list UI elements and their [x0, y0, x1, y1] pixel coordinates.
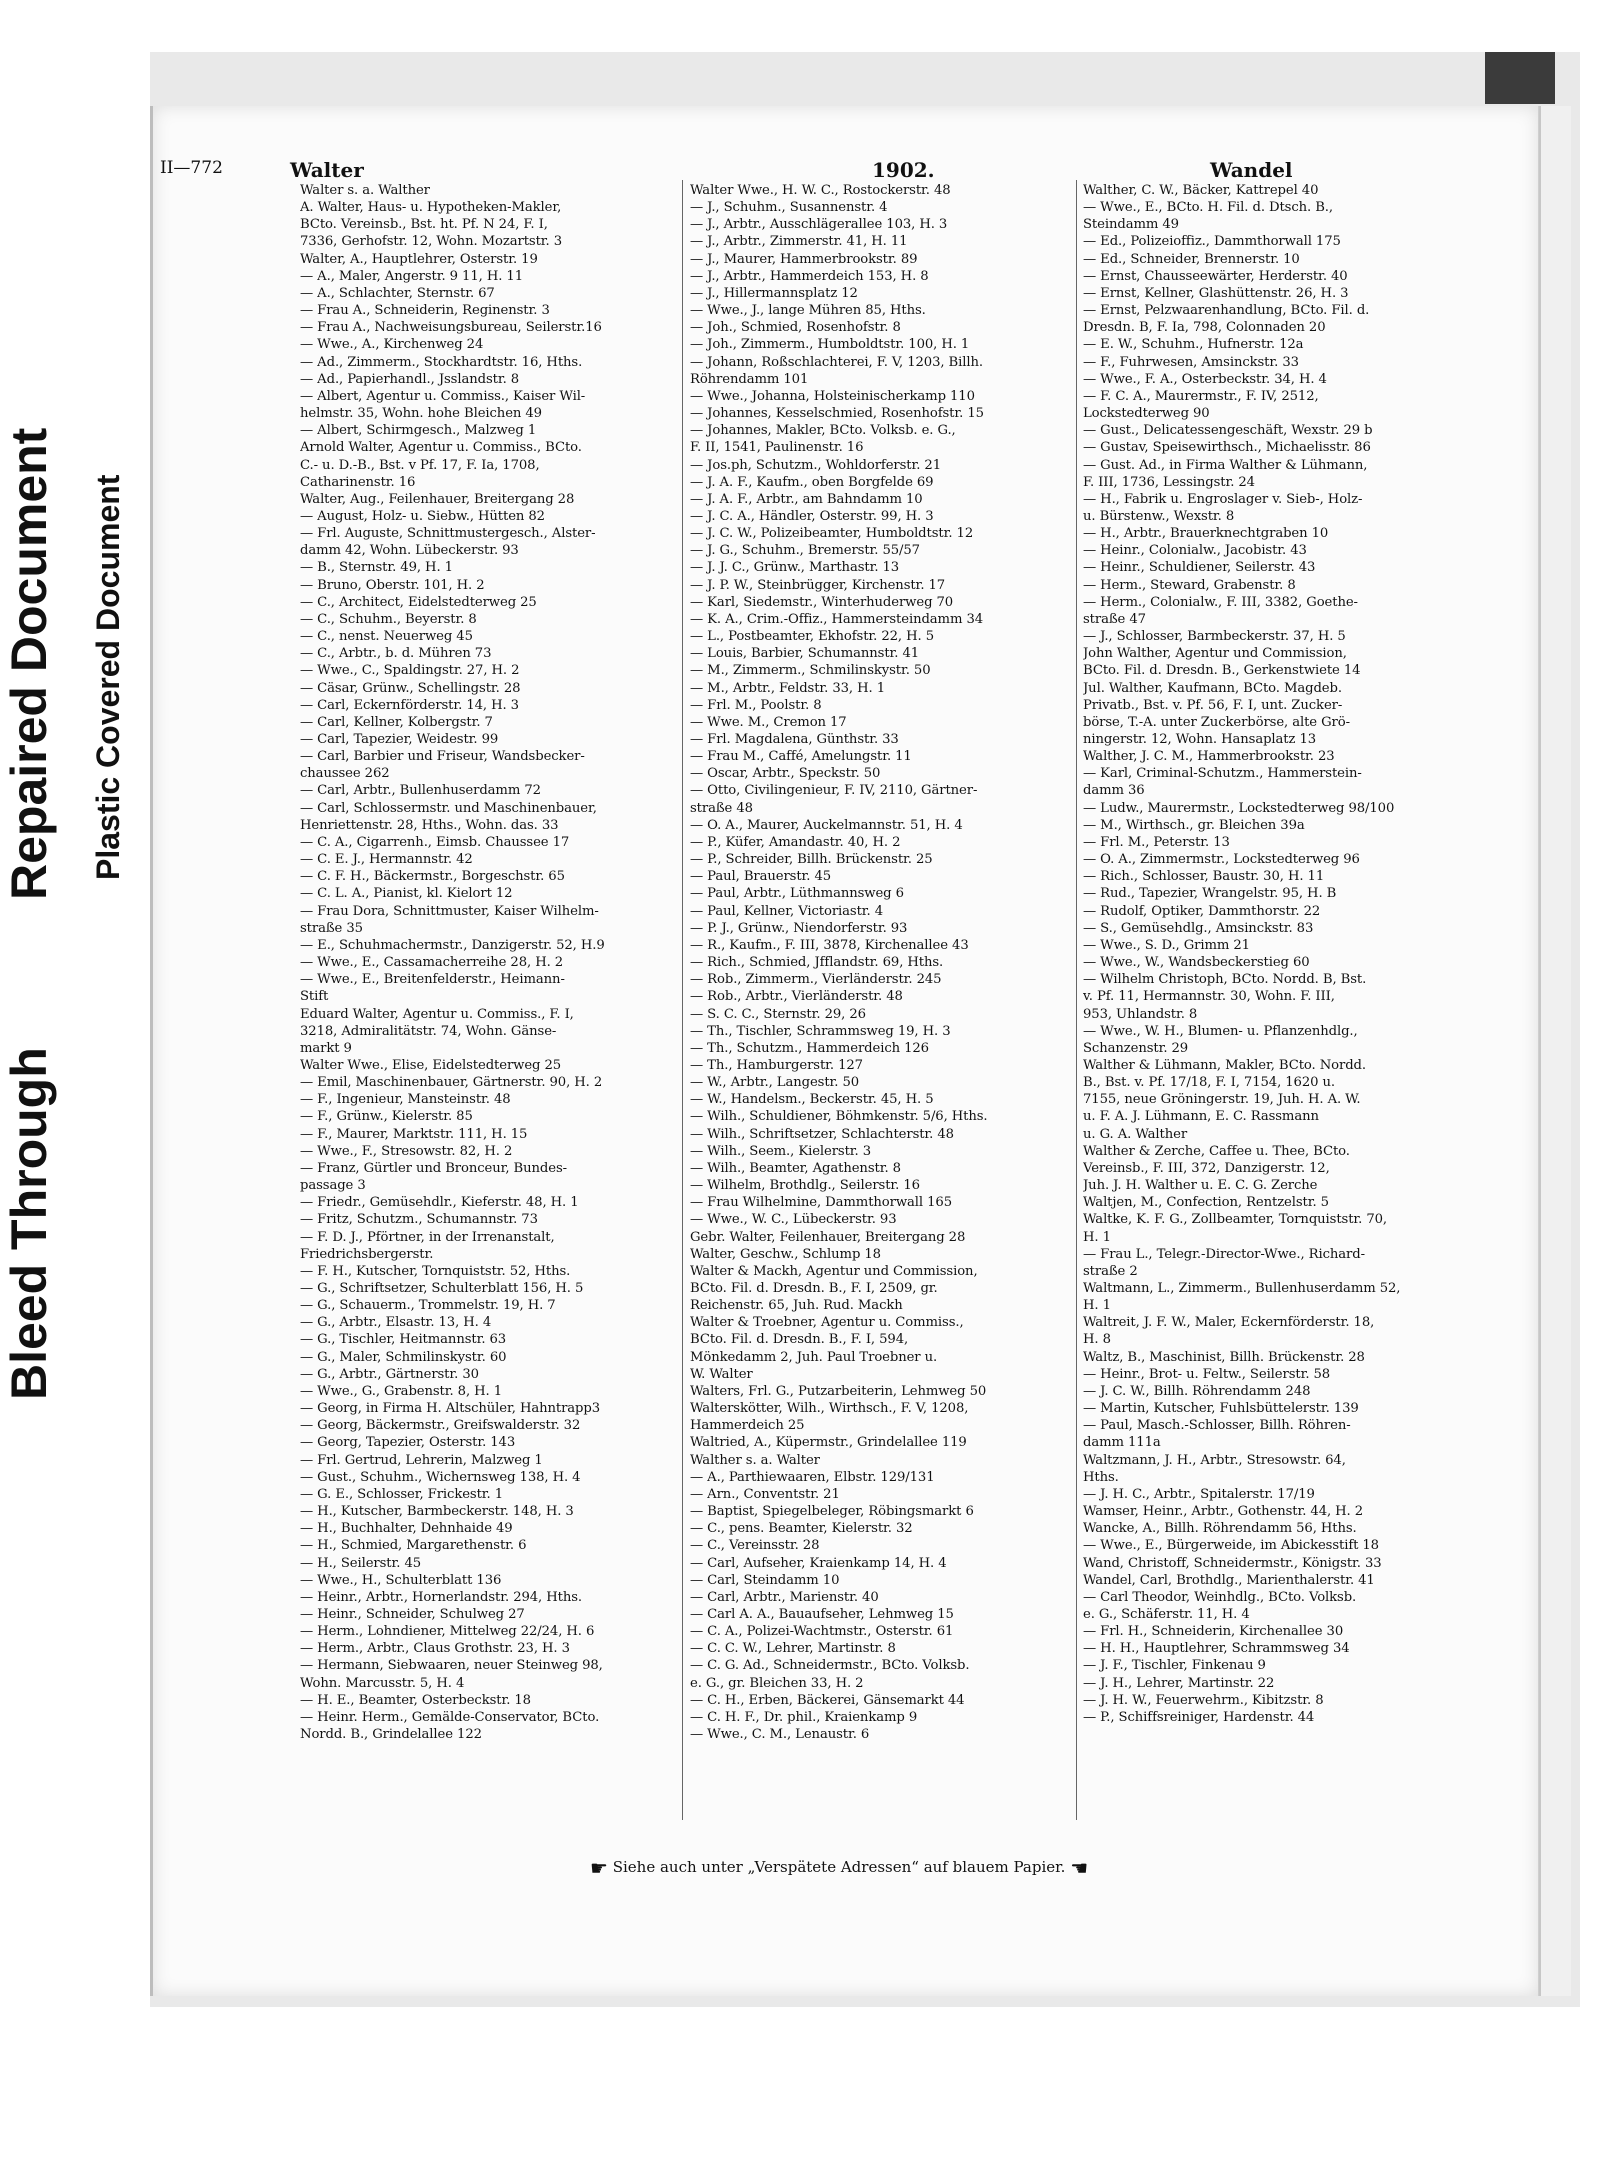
directory-entry-line: u. G. A. Walther: [1083, 1126, 1188, 1142]
directory-entry-line: — Wwe., W., Wandsbeckerstieg 60: [1083, 955, 1310, 971]
directory-entry-line: — Frl. Gertrud, Lehrerin, Malzweg 1: [300, 1452, 543, 1468]
directory-entry-line: — H., Arbtr., Brauerknechtgraben 10: [1083, 526, 1329, 542]
directory-entry-line: — Georg, in Firma H. Altschüler, Hahntrapp3: [300, 1401, 601, 1417]
directory-entry-line: — Th., Tischler, Schrammsweg 19, H. 3: [690, 1023, 951, 1039]
directory-entry-line: — Louis, Barbier, Schumannstr. 41: [690, 646, 920, 662]
directory-entry-line: — Wwe., E., Breitenfelderstr., Heimann-: [300, 972, 565, 988]
directory-entry-line: — H., Schmied, Margarethenstr. 6: [300, 1538, 527, 1554]
directory-entry-line: Walther s. a. Walter: [690, 1452, 820, 1468]
directory-entry-line: — Wilhelm, Brothdlg., Seilerstr. 16: [690, 1178, 920, 1194]
directory-entry-line: — Paul, Brauerstr. 45: [690, 869, 832, 885]
directory-entry-line: Waltke, K. F. G., Zollbeamter, Tornquiststr. 70,: [1083, 1212, 1388, 1228]
directory-entry-line: Walther & Zerche, Caffee u. Thee, BCto.: [1083, 1143, 1350, 1159]
directory-entry-line: Vereinsb., F. III, 372, Danzigerstr. 12,: [1083, 1160, 1330, 1176]
directory-entry-line: — Ernst, Chausseewärter, Herderstr. 40: [1083, 268, 1348, 284]
side-labels: [0, 380, 150, 1410]
directory-entry-line: — Gust., Delicatessengeschäft, Wexstr. 29 b: [1083, 423, 1373, 439]
directory-entry-line: — R., Kaufm., F. III, 3878, Kirchenallee 43: [690, 937, 969, 953]
directory-entry-line: — Wilhelm Christoph, BCto. Nordd. B, Bst.: [1083, 972, 1367, 988]
directory-entry-line: — Wwe., S. D., Grimm 21: [1083, 937, 1250, 953]
directory-entry-line: — Ed., Schneider, Brennerstr. 10: [1083, 251, 1300, 267]
directory-entry-line: — C. H., Erben, Bäckerei, Gänsemarkt 44: [690, 1692, 965, 1708]
directory-entry-line: — Fritz, Schutzm., Schumannstr. 73: [300, 1212, 538, 1228]
directory-entry-line: — Frau Wilhelmine, Dammthorwall 165: [690, 1195, 952, 1211]
directory-entry-line: — S., Gemüsehdlg., Amsinckstr. 83: [1083, 920, 1314, 936]
directory-entry-line: Walter, Aug., Feilenhauer, Breitergang 28: [300, 491, 575, 507]
directory-entry-line: — Wwe. M., Cremon 17: [690, 714, 847, 730]
directory-entry-line: — Rich., Schmied, Jfflandstr. 69, Hths.: [690, 955, 944, 971]
directory-entry-line: Walter s. a. Walther: [300, 183, 430, 198]
directory-entry-line: e. G., gr. Bleichen 33, H. 2: [690, 1675, 864, 1691]
directory-entry-line: — August, Holz- u. Siebw., Hütten 82: [300, 508, 545, 524]
directory-entry-line: — Th., Schutzm., Hammerdeich 126: [690, 1040, 929, 1056]
directory-entry-line: — Carl, Schlossermstr. und Maschinenbauer,: [300, 800, 597, 816]
directory-entry-line: — Ed., Polizeioffiz., Dammthorwall 175: [1083, 234, 1341, 250]
directory-entry-line: — J. C. W., Polizeibeamter, Humboldtstr. 12: [690, 526, 974, 542]
directory-entry-line: — Joh., Schmied, Rosenhofstr. 8: [690, 320, 901, 336]
directory-entry-line: — Wwe., F., Stresowstr. 82, H. 2: [300, 1143, 513, 1159]
directory-entry-line: Friedrichsbergerstr.: [300, 1246, 434, 1262]
directory-entry-line: — C., Architect, Eidelstedterweg 25: [300, 594, 537, 610]
directory-entry-line: Walther, J. C. M., Hammerbrookstr. 23: [1083, 749, 1335, 765]
directory-entry-line: — Johannes, Kesselschmied, Rosenhofstr. 15: [690, 406, 984, 422]
directory-entry-line: v. Pf. 11, Hermannstr. 30, Wohn. F. III,: [1083, 989, 1335, 1005]
directory-entry-line: — Ernst, Pelzwaarenhandlung, BCto. Fil. d.: [1083, 303, 1370, 319]
directory-entry-line: — G., Arbtr., Gärtnerstr. 30: [300, 1366, 479, 1382]
directory-entry-line: — B., Sternstr. 49, H. 1: [300, 560, 453, 576]
directory-entry-line: Hths.: [1083, 1469, 1119, 1485]
directory-entry-line: — Wwe., J., lange Mühren 85, Hths.: [690, 303, 926, 319]
directory-entry-line: — Wwe., H., Schulterblatt 136: [300, 1572, 502, 1588]
directory-entry-line: — Wilh., Schriftsetzer, Schlachterstr. 48: [690, 1126, 954, 1142]
directory-entry-line: — S. C. C., Sternstr. 29, 26: [690, 1006, 866, 1022]
directory-entry-line: — O. A., Maurer, Auckelmannstr. 51, H. 4: [690, 817, 963, 833]
directory-column-1: [300, 182, 670, 1743]
directory-entry-line: — Ernst, Kellner, Glashüttenstr. 26, H. 3: [1083, 285, 1349, 301]
label-bleed-through: Bleed Through: [1, 1047, 57, 1400]
directory-entry-line: — J. F., Tischler, Finkenau 9: [1083, 1658, 1266, 1674]
directory-entry-line: — W., Handelsm., Beckerstr. 45, H. 5: [690, 1092, 934, 1108]
directory-entry-line: 7336, Gerhofstr. 12, Wohn. Mozartstr. 3: [300, 234, 562, 250]
directory-entry-line: — W., Arbtr., Langestr. 50: [690, 1075, 860, 1091]
directory-entry-line: — Carl, Barbier und Friseur, Wandsbecker-: [300, 749, 585, 765]
directory-entry-line: — Arn., Conventstr. 21: [690, 1486, 840, 1502]
directory-entry-line: W. Walter: [690, 1366, 753, 1382]
directory-entry-line: 3218, Admiralitätstr. 74, Wohn. Gänse-: [300, 1023, 557, 1039]
directory-entry-line: — G., Schriftsetzer, Schulterblatt 156, H. 5: [300, 1281, 584, 1296]
pointing-hand-right-icon: ☛: [590, 1856, 608, 1880]
directory-entry-line: — P., Schiffsreiniger, Hardenstr. 44: [1083, 1709, 1315, 1725]
directory-entry-line: — G., Tischler, Heitmannstr. 63: [300, 1332, 507, 1348]
directory-entry-line: — Heinr., Brot- u. Feltw., Seilerstr. 58: [1083, 1366, 1331, 1382]
directory-entry-line: passage 3: [300, 1178, 366, 1194]
directory-entry-line: Jul. Walther, Kaufmann, BCto. Magdeb.: [1083, 680, 1342, 696]
directory-entry-line: Walther, C. W., Bäcker, Kattrepel 40: [1083, 183, 1319, 198]
directory-entry-line: — C., pens. Beamter, Kielerstr. 32: [690, 1521, 913, 1537]
directory-entry-line: — Frl. M., Peterstr. 13: [1083, 834, 1230, 850]
directory-entry-line: Nordd. B., Grindelallee 122: [300, 1727, 482, 1743]
directory-entry-line: — Bruno, Oberstr. 101, H. 2: [300, 577, 485, 593]
directory-entry-line: Walter, A., Hauptlehrer, Osterstr. 19: [300, 251, 538, 267]
page-edge: [1539, 106, 1571, 1996]
directory-entry-line: chaussee 262: [300, 766, 390, 782]
directory-entry-line: — G., Arbtr., Elsastr. 13, H. 4: [300, 1315, 492, 1331]
directory-entry-line: — Frau A., Schneiderin, Reginenstr. 3: [300, 303, 550, 319]
directory-entry-line: — J. A. F., Kaufm., oben Borgfelde 69: [690, 474, 934, 490]
directory-entry-line: — Heinr. Herm., Gemälde-Conservator, BCto.: [300, 1709, 600, 1725]
directory-entry-line: Wandel, Carl, Brothdlg., Marienthalerstr. 41: [1083, 1572, 1375, 1588]
directory-entry-line: — M., Zimmerm., Schmilinskystr. 50: [690, 663, 931, 679]
directory-entry-line: — Albert, Schirmgesch., Malzweg 1: [300, 423, 537, 439]
directory-entry-line: damm 42, Wohn. Lübeckerstr. 93: [300, 543, 519, 559]
directory-entry-line: — Heinr., Arbtr., Hornerlandstr. 294, Hths.: [300, 1589, 582, 1605]
directory-entry-line: F. III, 1736, Lessingstr. 24: [1083, 474, 1255, 490]
directory-entry-line: — Ad., Papierhandl., Jsslandstr. 8: [300, 371, 520, 387]
directory-entry-line: damm 111a: [1083, 1435, 1161, 1451]
directory-entry-line: H. 1: [1083, 1298, 1111, 1314]
directory-entry-line: — C. H. F., Dr. phil., Kraienkamp 9: [690, 1709, 918, 1725]
column-rule: [682, 180, 683, 1820]
directory-entry-line: — Georg, Tapezier, Osterstr. 143: [300, 1435, 516, 1451]
directory-entry-line: Wohn. Marcusstr. 5, H. 4: [300, 1675, 465, 1691]
directory-entry-line: Privatb., Bst. v. Pf. 56, F. I, unt. Zucker-: [1083, 697, 1343, 713]
directory-entry-line: Walter Wwe., H. W. C., Rostockerstr. 48: [690, 183, 951, 198]
directory-entry-line: Röhrendamm 101: [690, 371, 809, 387]
directory-entry-line: — Wwe., E., Bürgerweide, im Abickesstift 18: [1083, 1538, 1379, 1554]
directory-entry-line: straße 35: [300, 920, 363, 936]
directory-entry-line: John Walther, Agentur und Commission,: [1083, 646, 1347, 662]
directory-entry-line: — Wilh., Schuldiener, Böhmkenstr. 5/6, Hths.: [690, 1109, 988, 1125]
directory-entry-line: — H., Kutscher, Barmbeckerstr. 148, H. 3: [300, 1504, 574, 1520]
directory-entry-line: — C. L. A., Pianist, kl. Kielort 12: [300, 886, 513, 902]
directory-entry-line: — J. J. C., Grünw., Marthastr. 13: [690, 560, 900, 576]
directory-entry-line: — Georg, Bäckermstr., Greifswalderstr. 32: [300, 1418, 581, 1434]
directory-entry-line: — Joh., Zimmerm., Humboldtstr. 100, H. 1: [690, 337, 970, 353]
directory-entry-line: — M., Arbtr., Feldstr. 33, H. 1: [690, 680, 885, 696]
directory-entry-line: — Rich., Schlosser, Baustr. 30, H. 11: [1083, 869, 1325, 885]
book-spine: [1485, 52, 1555, 104]
pointing-hand-left-icon: ☚: [1070, 1856, 1089, 1880]
directory-entry-line: — Wwe., C., Spaldingstr. 27, H. 2: [300, 663, 520, 679]
directory-entry-line: — Wwe., W. H., Blumen- u. Pflanzenhdlg.,: [1083, 1023, 1358, 1039]
directory-entry-line: Dresdn. B, F. Ia, 798, Colonnaden 20: [1083, 320, 1326, 336]
directory-entry-line: BCto. Fil. d. Dresdn. B., F. I, 2509, gr.: [690, 1281, 938, 1296]
directory-entry-line: Waltzmann, J. H., Arbtr., Stresowstr. 64,: [1083, 1452, 1346, 1468]
directory-entry-line: Wancke, A., Billh. Röhrendamm 56, Hths.: [1083, 1521, 1357, 1537]
directory-entry-line: helmstr. 35, Wohn. hohe Bleichen 49: [300, 406, 542, 422]
directory-entry-line: — Johann, Roßschlachterei, F. V, 1203, Billh.: [690, 354, 983, 370]
directory-entry-line: — Wwe., E., Cassamacherreihe 28, H. 2: [300, 955, 564, 971]
directory-entry-line: — Paul, Masch.-Schlosser, Billh. Röhren-: [1083, 1418, 1351, 1434]
directory-entry-line: Catharinenstr. 16: [300, 474, 416, 490]
directory-entry-line: — H. E., Beamter, Osterbeckstr. 18: [300, 1692, 531, 1708]
directory-entry-line: Waltried, A., Küpermstr., Grindelallee 119: [690, 1435, 967, 1451]
directory-entry-line: — Heinr., Schuldiener, Seilerstr. 43: [1083, 560, 1316, 576]
directory-entry-line: — Carl, Aufseher, Kraienkamp 14, H. 4: [690, 1555, 947, 1571]
directory-entry-line: — Wilh., Beamter, Agathenstr. 8: [690, 1160, 901, 1176]
directory-entry-line: — P., Schreider, Billh. Brückenstr. 25: [690, 852, 933, 868]
directory-entry-line: Lockstedterweg 90: [1083, 406, 1210, 422]
directory-entry-line: Mönkedamm 2, Juh. Paul Troebner u.: [690, 1349, 938, 1365]
directory-entry-line: H. 1: [1083, 1229, 1111, 1245]
directory-entry-line: — Heinr., Schneider, Schulweg 27: [300, 1606, 525, 1622]
directory-entry-line: — Frl. M., Poolstr. 8: [690, 697, 822, 713]
directory-entry-line: — J. P. W., Steinbrügger, Kirchenstr. 17: [690, 577, 946, 593]
directory-entry-line: — Carl, Arbtr., Bullenhuserdamm 72: [300, 783, 541, 799]
directory-entry-line: — J., Maurer, Hammerbrookstr. 89: [690, 251, 918, 267]
directory-entry-line: 953, Uhlandstr. 8: [1083, 1006, 1198, 1022]
directory-entry-line: Juh. J. H. Walther u. E. C. G. Zerche: [1083, 1178, 1318, 1194]
directory-entry-line: — Carl, Arbtr., Marienstr. 40: [690, 1589, 879, 1605]
directory-entry-line: — C., nenst. Neuerweg 45: [300, 629, 473, 645]
directory-entry-line: — Ludw., Maurermstr., Lockstedterweg 98/100: [1083, 800, 1395, 816]
directory-entry-line: — Hermann, Siebwaaren, neuer Steinweg 98,: [300, 1658, 603, 1674]
directory-entry-line: Hammerdeich 25: [690, 1418, 805, 1434]
directory-entry-line: — Wwe., A., Kirchenweg 24: [300, 337, 484, 353]
directory-entry-line: e. G., Schäferstr. 11, H. 4: [1083, 1606, 1250, 1622]
directory-entry-line: — C. A., Polizei-Wachtmstr., Osterstr. 61: [690, 1624, 954, 1640]
directory-entry-line: Walters, Frl. G., Putzarbeiterin, Lehmweg 50: [690, 1383, 987, 1399]
directory-entry-line: — F. H., Kutscher, Tornquiststr. 52, Hths.: [300, 1263, 571, 1279]
directory-entry-line: — Herm., Colonialw., F. III, 3382, Goethe-: [1083, 594, 1358, 610]
directory-entry-line: — Paul, Kellner, Victoriastr. 4: [690, 903, 884, 919]
directory-entry-line: — Cäsar, Grünw., Schellingstr. 28: [300, 680, 521, 696]
directory-entry-line: B., Bst. v. Pf. 17/18, F. I, 7154, 1620 u.: [1083, 1075, 1335, 1091]
label-plastic-covered: Plastic Covered Document: [90, 474, 126, 880]
directory-entry-line: — Wwe., G., Grabenstr. 8, H. 1: [300, 1383, 503, 1399]
directory-entry-line: Walterskötter, Wilh., Wirthsch., F. V, 1208,: [690, 1401, 969, 1417]
label-repaired-document: Repaired Document: [1, 427, 57, 900]
directory-entry-line: — C., Vereinsstr. 28: [690, 1538, 820, 1554]
directory-column-2: [690, 182, 1060, 1743]
directory-entry-line: — F., Maurer, Marktstr. 111, H. 15: [300, 1126, 528, 1142]
directory-entry-line: — Frl. H., Schneiderin, Kirchenallee 30: [1083, 1624, 1344, 1640]
directory-entry-line: BCto. Vereinsb., Bst. ht. Pf. N 24, F. I,: [300, 217, 548, 233]
directory-entry-line: — J., Schlosser, Barmbeckerstr. 37, H. 5: [1083, 629, 1346, 645]
directory-entry-line: — Carl, Tapezier, Weidestr. 99: [300, 732, 499, 747]
directory-entry-line: — Herm., Lohndiener, Mittelweg 22/24, H. 6: [300, 1624, 595, 1640]
directory-entry-line: — Herm., Arbtr., Claus Grothstr. 23, H. 3: [300, 1641, 570, 1657]
column-rule: [1076, 180, 1077, 1820]
directory-entry-line: — J., Hillermannsplatz 12: [690, 285, 858, 301]
directory-entry-line: — Wwe., C. M., Lenaustr. 6: [690, 1727, 870, 1743]
directory-entry-line: — Albert, Agentur u. Commiss., Kaiser Wil-: [300, 388, 586, 404]
directory-entry-line: u. F. A. J. Lühmann, E. C. Rassmann: [1083, 1109, 1319, 1125]
directory-entry-line: — Ad., Zimmerm., Stockhardtstr. 16, Hths.: [300, 354, 583, 370]
directory-entry-line: — Jos.ph, Schutzm., Wohldorferstr. 21: [690, 457, 941, 473]
directory-entry-line: — Gust., Schuhm., Wichernsweg 138, H. 4: [300, 1469, 581, 1485]
directory-entry-line: Arnold Walter, Agentur u. Commiss., BCto.: [300, 440, 582, 456]
directory-entry-line: Henriettenstr. 28, Hths., Wohn. das. 33: [300, 817, 559, 833]
directory-entry-line: — P. J., Grünw., Niendorferstr. 93: [690, 920, 908, 936]
directory-entry-line: — Gust. Ad., in Firma Walther & Lühmann,: [1083, 457, 1368, 473]
directory-entry-line: Walter Wwe., Elise, Eidelstedterweg 25: [300, 1057, 562, 1073]
directory-entry-line: straße 2: [1083, 1263, 1138, 1279]
directory-entry-line: — Karl, Siedemstr., Winterhuderweg 70: [690, 594, 954, 610]
directory-entry-line: — E., Schuhmachermstr., Danzigerstr. 52, H.9: [300, 937, 605, 953]
directory-entry-line: A. Walter, Haus- u. Hypotheken-Makler,: [300, 200, 562, 216]
directory-entry-line: — Franz, Gürtler und Bronceur, Bundes-: [300, 1160, 567, 1176]
directory-entry-line: — F. C. A., Maurermstr., F. IV, 2512,: [1083, 388, 1319, 404]
directory-entry-line: — A., Schlachter, Sternstr. 67: [300, 285, 495, 301]
directory-entry-line: — G. E., Schlosser, Frickestr. 1: [300, 1486, 504, 1502]
directory-entry-line: — Wwe., F. A., Osterbeckstr. 34, H. 4: [1083, 371, 1327, 387]
directory-entry-line: — P., Küfer, Amandastr. 40, H. 2: [690, 834, 901, 850]
directory-entry-line: ningerstr. 12, Wohn. Hansaplatz 13: [1083, 732, 1317, 747]
directory-entry-line: — J. H. W., Feuerwehrm., Kibitzstr. 8: [1083, 1692, 1324, 1708]
directory-entry-line: — L., Postbeamter, Ekhofstr. 22, H. 5: [690, 629, 934, 645]
directory-entry-line: Walter & Troebner, Agentur u. Commiss.,: [690, 1315, 964, 1331]
directory-entry-line: — Rob., Arbtr., Vierländerstr. 48: [690, 989, 903, 1005]
directory-entry-line: — J., Arbtr., Hammerdeich 153, H. 8: [690, 268, 929, 284]
directory-entry-line: — J., Arbtr., Zimmerstr. 41, H. 11: [690, 234, 908, 250]
directory-entry-line: Steindamm 49: [1083, 217, 1179, 233]
directory-entry-line: Wand, Christoff, Schneidermstr., Königstr. 33: [1083, 1555, 1382, 1571]
directory-entry-line: — Wwe., W. C., Lübeckerstr. 93: [690, 1212, 897, 1228]
directory-entry-line: Eduard Walter, Agentur u. Commiss., F. I,: [300, 1006, 574, 1022]
directory-entry-line: — Baptist, Spiegelbeleger, Röbingsmarkt 6: [690, 1504, 974, 1520]
directory-entry-line: F. II, 1541, Paulinenstr. 16: [690, 440, 864, 456]
directory-entry-line: Schanzenstr. 29: [1083, 1040, 1189, 1056]
directory-entry-line: Walter & Mackh, Agentur und Commission,: [690, 1263, 978, 1279]
directory-entry-line: — Frau A., Nachweisungsbureau, Seilerstr.16: [300, 320, 602, 336]
directory-entry-line: — C. A., Cigarrenh., Eimsb. Chaussee 17: [300, 834, 570, 850]
directory-entry-line: — J. H. C., Arbtr., Spitalerstr. 17/19: [1083, 1486, 1315, 1502]
directory-entry-line: — F. D. J., Pförtner, in der Irrenanstalt,: [300, 1229, 555, 1245]
directory-entry-line: — Oscar, Arbtr., Speckstr. 50: [690, 766, 881, 782]
directory-entry-line: Walther & Lühmann, Makler, BCto. Nordd.: [1083, 1057, 1366, 1073]
directory-entry-line: — E. W., Schuhm., Hufnerstr. 12a: [1083, 337, 1304, 353]
directory-entry-line: — G., Schauerm., Trommelstr. 19, H. 7: [300, 1298, 556, 1314]
directory-entry-line: Reichenstr. 65, Juh. Rud. Mackh: [690, 1298, 903, 1314]
directory-entry-line: u. Bürstenw., Wexstr. 8: [1083, 508, 1235, 524]
directory-entry-line: — K. A., Crim.-Offiz., Hammersteindamm 34: [690, 611, 984, 627]
directory-entry-line: — Karl, Criminal-Schutzm., Hammerstein-: [1083, 766, 1362, 782]
directory-entry-line: — C., Schuhm., Beyerstr. 8: [300, 611, 477, 627]
directory-entry-line: — Friedr., Gemüsehdlr., Kieferstr. 48, H. 1: [300, 1195, 579, 1211]
directory-entry-line: — Herm., Steward, Grabenstr. 8: [1083, 577, 1296, 593]
directory-entry-line: — J., Schuhm., Susannenstr. 4: [690, 200, 888, 216]
directory-entry-line: — Rud., Tapezier, Wrangelstr. 95, H. B: [1083, 886, 1337, 902]
directory-entry-line: — F., Ingenieur, Mansteinstr. 48: [300, 1092, 511, 1108]
directory-entry-line: — Wilh., Seem., Kielerstr. 3: [690, 1143, 872, 1159]
directory-entry-line: Walter, Geschw., Schlump 18: [690, 1246, 881, 1262]
directory-entry-line: Gebr. Walter, Feilenhauer, Breitergang 28: [690, 1229, 966, 1245]
directory-entry-line: Waltjen, M., Confection, Rentzelstr. 5: [1083, 1195, 1329, 1211]
directory-entry-line: — C. F. H., Bäckermstr., Borgeschstr. 65: [300, 869, 565, 885]
directory-entry-line: straße 48: [690, 800, 753, 816]
directory-entry-line: — Frl. Auguste, Schnittmustergesch., Alster-: [300, 526, 596, 542]
directory-entry-line: Waltreit, J. F. W., Maler, Eckernförderstr. 18,: [1083, 1315, 1375, 1331]
directory-entry-line: — Frl. Magdalena, Günthstr. 33: [690, 732, 899, 747]
directory-entry-line: — H., Fabrik u. Engroslager v. Sieb-, Holz-: [1083, 491, 1363, 507]
directory-entry-line: Stift: [300, 989, 329, 1005]
directory-entry-line: — C. G. Ad., Schneidermstr., BCto. Volksb.: [690, 1658, 970, 1674]
directory-entry-line: damm 36: [1083, 783, 1145, 799]
directory-entry-line: straße 47: [1083, 611, 1146, 627]
directory-entry-line: — C. E. J., Hermannstr. 42: [300, 852, 473, 868]
directory-column-3: [1083, 182, 1453, 1726]
directory-entry-line: — J. C. A., Händler, Osterstr. 99, H. 3: [690, 508, 934, 524]
directory-entry-line: — Otto, Civilingenieur, F. IV, 2110, Gärtner-: [690, 783, 978, 799]
directory-entry-line: — Frau Dora, Schnittmuster, Kaiser Wilhelm-: [300, 903, 599, 919]
header-right-word: Wandel: [1210, 158, 1293, 182]
directory-entry-line: — Johannes, Makler, BCto. Volksb. e. G.,: [690, 423, 956, 439]
directory-entry-line: Waltz, B., Maschinist, Billh. Brückenstr. 28: [1083, 1349, 1365, 1365]
directory-entry-line: — H., Buchhalter, Dehnhaide 49: [300, 1521, 513, 1537]
header-year: 1902.: [872, 158, 935, 182]
directory-entry-line: — Frau L., Telegr.-Director-Wwe., Richard-: [1083, 1246, 1365, 1262]
directory-entry-line: BCto. Fil. d. Dresdn. B., Gerkenstwiete 14: [1083, 663, 1361, 679]
directory-entry-line: — Gustav, Speisewirthsch., Michaelisstr. 86: [1083, 440, 1371, 456]
directory-entry-line: — C., Arbtr., b. d. Mühren 73: [300, 646, 492, 662]
directory-entry-line: H. 8: [1083, 1332, 1111, 1348]
directory-entry-line: C.- u. D.-B., Bst. v Pf. 17, F. Ia, 1708,: [300, 457, 540, 473]
directory-entry-line: markt 9: [300, 1040, 352, 1056]
directory-entry-line: — F., Fuhrwesen, Amsinckstr. 33: [1083, 354, 1299, 370]
footer-note: [590, 1856, 1290, 1880]
directory-entry-line: BCto. Fil. d. Dresdn. B., F. I, 594,: [690, 1332, 909, 1348]
directory-entry-line: — J. A. F., Arbtr., am Bahndamm 10: [690, 491, 923, 507]
directory-entry-line: — J. H., Lehrer, Martinstr. 22: [1083, 1675, 1275, 1691]
directory-entry-line: — Emil, Maschinenbauer, Gärtnerstr. 90, H. 2: [300, 1075, 603, 1091]
header-left-word: Walter: [290, 158, 364, 182]
directory-entry-line: — J. C. W., Billh. Röhrendamm 248: [1083, 1383, 1311, 1399]
directory-entry-line: — O. A., Zimmermstr., Lockstedterweg 96: [1083, 852, 1360, 868]
directory-entry-line: — A., Maler, Angerstr. 9 11, H. 11: [300, 268, 523, 284]
directory-entry-line: — H., Seilerstr. 45: [300, 1555, 422, 1571]
directory-entry-line: — Martin, Kutscher, Fuhlsbüttelerstr. 139: [1083, 1401, 1359, 1417]
directory-entry-line: — Carl A. A., Bauaufseher, Lehmweg 15: [690, 1606, 954, 1622]
directory-entry-line: — J., Arbtr., Ausschlägerallee 103, H. 3: [690, 217, 948, 233]
directory-entry-line: — J. G., Schuhm., Bremerstr. 55/57: [690, 543, 920, 559]
directory-entry-line: — C. C. W., Lehrer, Martinstr. 8: [690, 1641, 896, 1657]
directory-entry-line: — Rob., Zimmerm., Vierländerstr. 245: [690, 972, 942, 988]
directory-entry-line: — M., Wirthsch., gr. Bleichen 39a: [1083, 817, 1305, 833]
directory-entry-line: — Paul, Arbtr., Lüthmannsweg 6: [690, 886, 904, 902]
footer-text: Siehe auch unter „Verspätete Adressen“ auf blauem Papier.: [612, 1858, 1066, 1876]
directory-entry-line: — Carl, Eckernförderstr. 14, H. 3: [300, 697, 519, 713]
directory-entry-line: Waltmann, L., Zimmerm., Bullenhuserdamm 52,: [1083, 1281, 1401, 1296]
directory-entry-line: — Th., Hamburgerstr. 127: [690, 1057, 863, 1073]
directory-entry-line: — H. H., Hauptlehrer, Schrammsweg 34: [1083, 1641, 1350, 1657]
directory-entry-line: 7155, neue Gröningerstr. 19, Juh. H. A. W.: [1083, 1092, 1361, 1108]
directory-entry-line: — Carl Theodor, Weinhdlg., BCto. Volksb.: [1083, 1589, 1357, 1605]
directory-entry-line: — Rudolf, Optiker, Dammthorstr. 22: [1083, 903, 1321, 919]
directory-entry-line: — Carl, Steindamm 10: [690, 1572, 840, 1588]
directory-entry-line: Wamser, Heinr., Arbtr., Gothenstr. 44, H. 2: [1083, 1504, 1364, 1520]
directory-entry-line: — Carl, Kellner, Kolbergstr. 7: [300, 714, 493, 730]
directory-entry-line: börse, T.-A. unter Zuckerbörse, alte Grö-: [1083, 714, 1350, 730]
directory-entry-line: — Wwe., Johanna, Holsteinischerkamp 110: [690, 388, 975, 404]
directory-entry-line: — Frau M., Caffé, Amelungstr. 11: [690, 749, 912, 765]
page-number: II—772: [160, 158, 223, 178]
directory-entry-line: — A., Parthiewaaren, Elbstr. 129/131: [690, 1469, 935, 1485]
directory-entry-line: — G., Maler, Schmilinskystr. 60: [300, 1349, 507, 1365]
directory-entry-line: — Heinr., Colonialw., Jacobistr. 43: [1083, 543, 1307, 559]
directory-entry-line: — Wwe., E., BCto. H. Fil. d. Dtsch. B.,: [1083, 200, 1333, 216]
directory-entry-line: — F., Grünw., Kielerstr. 85: [300, 1109, 473, 1125]
